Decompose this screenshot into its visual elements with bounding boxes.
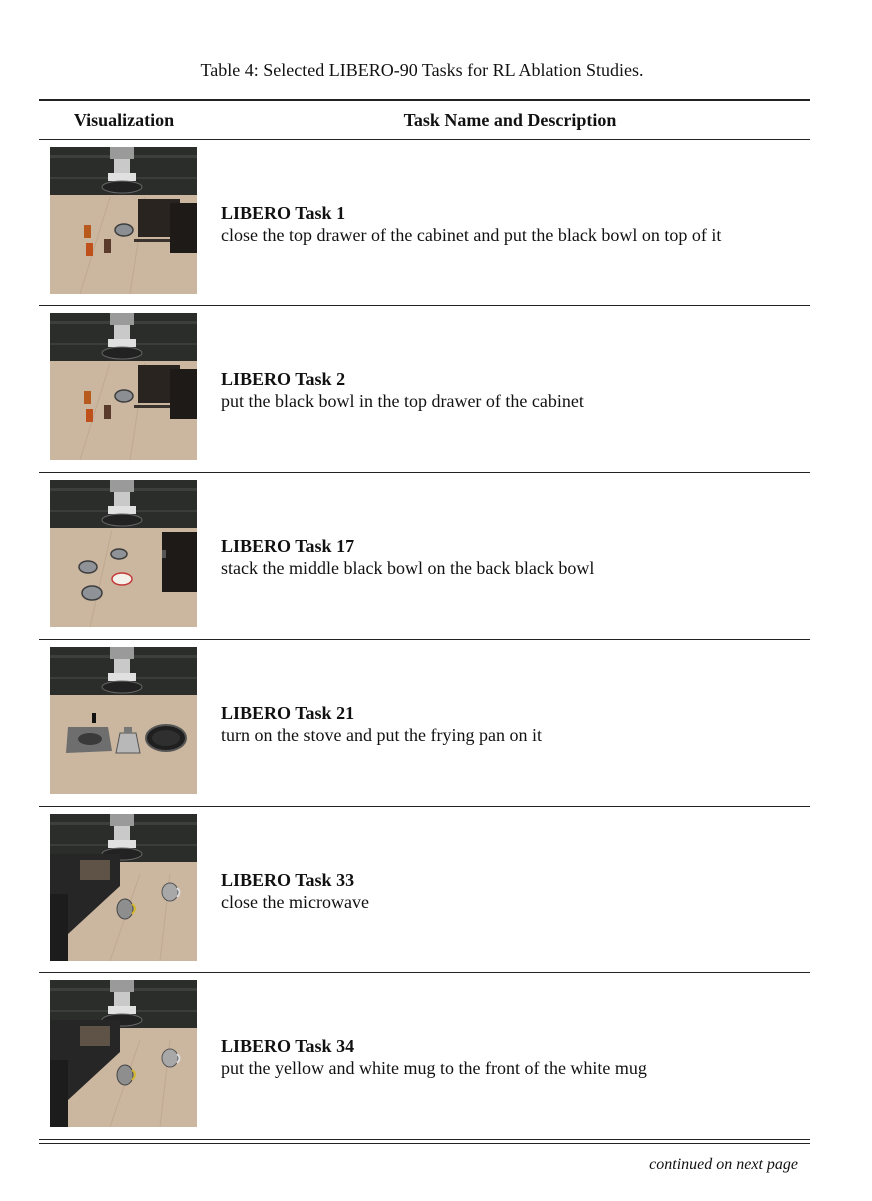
task-cell — [221, 368, 584, 412]
task-visualization-image — [50, 313, 197, 460]
continued-note: continued on next page — [649, 1156, 798, 1173]
task-visualization-image — [50, 980, 197, 1127]
task-title: LIBERO Task 21 — [221, 703, 355, 723]
task-description: put the black bowl in the top drawer of the cabinet — [221, 391, 584, 411]
table-row — [39, 639, 810, 805]
table-caption: Table 4: Selected LIBERO-90 Tasks for RL Ablation Studies. — [200, 60, 644, 80]
table-row — [39, 972, 810, 1138]
task-title: LIBERO Task 34 — [221, 1036, 355, 1056]
bottom-rule-upper — [39, 1139, 810, 1140]
task-cell — [221, 702, 542, 746]
task-cell — [221, 869, 369, 913]
table-row — [39, 472, 810, 638]
task-description: stack the middle black bowl on the back black bowl — [221, 558, 595, 578]
header-visualization: Visualization — [73, 110, 175, 130]
task-description: turn on the stove and put the frying pan on it — [221, 725, 542, 745]
task-cell — [221, 202, 721, 246]
bottom-rule-lower — [39, 1143, 810, 1144]
task-visualization-image — [50, 480, 197, 627]
task-cell — [221, 535, 594, 579]
task-visualization-image — [50, 647, 197, 794]
task-title: LIBERO Task 17 — [221, 536, 355, 556]
task-visualization-image — [50, 814, 197, 961]
task-description: close the top drawer of the cabinet and put the black bowl on top of it — [221, 225, 722, 245]
task-cell — [221, 1035, 647, 1079]
task-title: LIBERO Task 33 — [221, 870, 355, 890]
task-description: close the microwave — [221, 892, 369, 912]
table-row — [39, 806, 810, 972]
task-description: put the yellow and white mug to the front of the white mug — [221, 1058, 647, 1078]
task-visualization-image — [50, 147, 197, 294]
task-title: LIBERO Task 2 — [221, 369, 346, 389]
task-title: LIBERO Task 1 — [221, 203, 346, 223]
table-row — [39, 305, 810, 471]
top-rule — [39, 99, 810, 101]
header-description: Task Name and Description — [403, 110, 617, 130]
table-row — [39, 139, 810, 305]
